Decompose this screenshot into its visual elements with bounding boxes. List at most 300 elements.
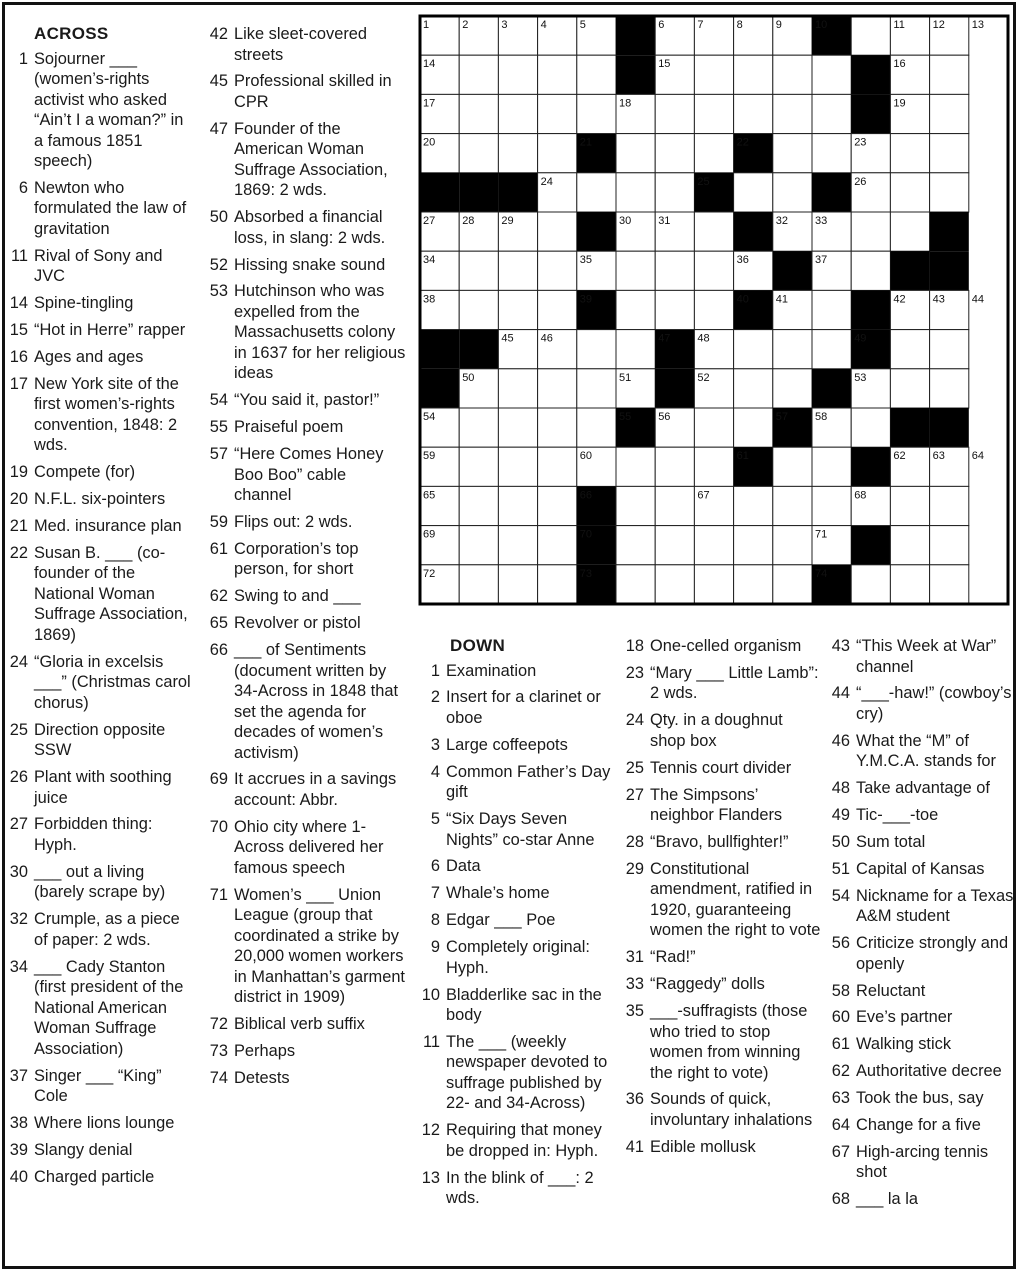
- grid-cell[interactable]: [498, 408, 537, 447]
- grid-cell[interactable]: [538, 486, 577, 525]
- grid-cell[interactable]: [655, 486, 694, 525]
- grid-cell[interactable]: [498, 251, 537, 290]
- clue-number: 15: [9, 321, 28, 340]
- clue-number: 3: [430, 735, 440, 754]
- cell-number: 72: [423, 567, 436, 580]
- black-square: [890, 408, 929, 447]
- black-square: [616, 55, 655, 94]
- clue-number: 73: [209, 1042, 228, 1061]
- grid-cell[interactable]: [694, 55, 733, 94]
- grid-cell[interactable]: [812, 447, 851, 486]
- grid-cell[interactable]: [930, 330, 969, 369]
- cell-number: 43: [932, 293, 945, 306]
- clue-text: Edgar ___ Poe: [446, 911, 556, 930]
- grid-cell[interactable]: [734, 94, 773, 133]
- clue-down-31: [622, 947, 822, 968]
- cell-number: 69: [423, 528, 436, 541]
- grid-cell[interactable]: [773, 330, 812, 369]
- clue-number: 68: [831, 1190, 850, 1209]
- grid-cell[interactable]: [459, 526, 498, 565]
- grid-cell[interactable]: [459, 565, 498, 604]
- clue-number: 29: [625, 859, 644, 878]
- clue-number: 18: [625, 637, 644, 655]
- clue-text: Absorbed a financial loss, in slang: 2 wds.: [234, 208, 386, 247]
- clue-text: Hissing snake sound: [234, 255, 386, 274]
- clue-down-36: [622, 1089, 822, 1130]
- clue-text: Insert for a clarinet or oboe: [446, 688, 601, 727]
- black-square: [420, 369, 459, 408]
- grid-cell[interactable]: [616, 251, 655, 290]
- clue-down-23: [622, 663, 822, 704]
- grid-cell[interactable]: [694, 447, 733, 486]
- clue-text: Large coffeepots: [446, 735, 568, 754]
- grid-cell[interactable]: [694, 134, 733, 173]
- clue-text: Professional skilled in CPR: [234, 72, 392, 111]
- clue-down-44: [828, 683, 1016, 724]
- grid-cell[interactable]: [773, 55, 812, 94]
- black-square: [459, 330, 498, 369]
- clue-number: 9: [430, 938, 440, 957]
- clue-across-25: [6, 720, 196, 761]
- clue-text: The Simpsons’ neighbor Flanders: [650, 785, 783, 825]
- grid-cell[interactable]: [616, 565, 655, 604]
- clue-text: Newton who formulated the law of gravitation: [34, 178, 187, 238]
- clue-across-6: [6, 178, 196, 240]
- clue-number: 25: [9, 720, 28, 739]
- clue-across-45: [206, 71, 406, 112]
- clue-text: N.F.L. six-pointers: [34, 490, 166, 509]
- grid-cell[interactable]: [694, 408, 733, 447]
- clue-across-73: [206, 1041, 406, 1062]
- down-clues-column-3: [828, 636, 1016, 1216]
- clue-number: 58: [831, 981, 850, 1000]
- clue-text: Examination: [446, 661, 537, 680]
- across-clues-column-1: [6, 24, 196, 1194]
- grid-cell[interactable]: [655, 565, 694, 604]
- cell-number: 11: [893, 19, 905, 31]
- clue-text: Singer ___ “King” Cole: [34, 1066, 162, 1106]
- grid-cell[interactable]: [890, 486, 929, 525]
- clue-number: 44: [831, 684, 850, 703]
- grid-cell[interactable]: [851, 16, 890, 55]
- cell-number: 19: [893, 97, 906, 110]
- grid-cell[interactable]: [930, 486, 969, 525]
- clue-number: 60: [831, 1008, 850, 1027]
- grid-cell[interactable]: [812, 486, 851, 525]
- clue-number: 39: [9, 1140, 28, 1159]
- clue-number: 21: [9, 517, 28, 536]
- clue-text: Criticize strongly and openly: [856, 934, 1009, 973]
- grid-cell[interactable]: [773, 134, 812, 173]
- clue-number: 19: [9, 463, 28, 482]
- grid-cell[interactable]: [773, 173, 812, 212]
- clue-across-16: [6, 347, 196, 368]
- clue-text: “Here Comes Honey Boo Boo” cable channel: [234, 445, 384, 505]
- grid-cell[interactable]: [498, 55, 537, 94]
- cell-number: 62: [893, 450, 906, 463]
- grid-cell[interactable]: [773, 526, 812, 565]
- clue-down-51: [828, 859, 1016, 880]
- clue-text: “Hot in Herre” rapper: [34, 321, 186, 340]
- clue-text: Take advantage of: [856, 779, 990, 798]
- black-square: [655, 369, 694, 408]
- grid-cell[interactable]: [890, 369, 929, 408]
- cell-number: 40: [736, 293, 749, 306]
- grid-cell[interactable]: [812, 330, 851, 369]
- grid-cell[interactable]: [734, 369, 773, 408]
- clue-number: 50: [209, 208, 228, 227]
- cell-number: 66: [579, 489, 593, 502]
- grid-cell[interactable]: [812, 55, 851, 94]
- grid-cell[interactable]: [890, 526, 929, 565]
- clue-number: 46: [831, 731, 850, 750]
- cell-number: 8: [736, 19, 743, 31]
- grid-cell[interactable]: [694, 565, 733, 604]
- clue-across-11: [6, 246, 196, 287]
- grid-cell[interactable]: [538, 526, 577, 565]
- clue-down-49: [828, 805, 1016, 826]
- grid-cell[interactable]: [930, 94, 969, 133]
- clue-text: Ohio city where 1-Across delivered her famous speech: [234, 817, 384, 877]
- clue-across-65: [206, 613, 406, 634]
- grid-cell[interactable]: [655, 94, 694, 133]
- grid-cell[interactable]: [773, 447, 812, 486]
- cell-number: 15: [658, 58, 671, 71]
- clue-across-40: [6, 1167, 196, 1188]
- cell-number: 21: [579, 136, 593, 149]
- black-square: [851, 526, 890, 565]
- clue-across-74: [206, 1068, 406, 1089]
- black-square: [812, 173, 851, 212]
- grid-cell[interactable]: [773, 369, 812, 408]
- grid-cell[interactable]: [616, 447, 655, 486]
- clue-number: 42: [209, 25, 228, 43]
- cell-number: 45: [501, 332, 514, 345]
- clue-text: ___ la la: [856, 1190, 918, 1209]
- clue-text: Sounds of quick, involuntary inhalations: [650, 1090, 813, 1129]
- clue-number: 16: [9, 347, 28, 366]
- grid-cell[interactable]: [577, 55, 616, 94]
- clue-number: 31: [625, 948, 644, 967]
- clue-number: 25: [625, 758, 644, 777]
- clue-text: Requiring that money be dropped in: Hyph.: [446, 1121, 602, 1160]
- grid-cell[interactable]: [734, 408, 773, 447]
- clue-down-13: [418, 1168, 614, 1209]
- clue-text: Authoritative decree: [856, 1062, 1002, 1081]
- grid-cell[interactable]: [890, 212, 929, 251]
- clue-down-3: [418, 735, 614, 756]
- grid-cell[interactable]: [498, 369, 537, 408]
- clue-down-35: [622, 1001, 822, 1083]
- clue-number: 38: [9, 1113, 28, 1132]
- grid-cell[interactable]: [773, 94, 812, 133]
- grid-cell[interactable]: [538, 251, 577, 290]
- grid-cell[interactable]: [773, 565, 812, 604]
- grid-cell[interactable]: [459, 447, 498, 486]
- cell-number: 38: [423, 293, 436, 306]
- clue-down-10: [418, 985, 614, 1026]
- grid-cell[interactable]: [694, 94, 733, 133]
- grid-cell[interactable]: [930, 134, 969, 173]
- grid-cell[interactable]: [930, 565, 969, 604]
- black-square: [851, 55, 890, 94]
- grid-cell[interactable]: [538, 565, 577, 604]
- grid-cell[interactable]: [890, 173, 929, 212]
- black-square: [890, 251, 929, 290]
- grid-cell[interactable]: [577, 173, 616, 212]
- clue-text: Nickname for a Texas A&M student: [856, 886, 1014, 926]
- cell-number: 73: [579, 567, 593, 580]
- clue-text: Ages and ages: [34, 347, 144, 366]
- cell-number: 20: [423, 136, 436, 149]
- grid-cell[interactable]: [851, 408, 890, 447]
- grid-cell[interactable]: [930, 526, 969, 565]
- clue-number: 54: [831, 886, 850, 905]
- clue-across-55: [206, 417, 406, 438]
- grid-cell[interactable]: [577, 94, 616, 133]
- clue-number: 74: [209, 1068, 228, 1087]
- cell-number: 55: [619, 411, 632, 423]
- cell-number: 6: [658, 19, 665, 31]
- clue-number: 7: [430, 884, 440, 903]
- grid-cell[interactable]: [577, 330, 616, 369]
- cell-number: 30: [619, 215, 632, 227]
- clue-down-64: [828, 1115, 1016, 1136]
- grid-cell[interactable]: [655, 447, 694, 486]
- grid-cell[interactable]: [930, 173, 969, 212]
- clue-number: 72: [209, 1015, 228, 1034]
- grid-cell[interactable]: [734, 330, 773, 369]
- clue-across-20: [6, 489, 196, 510]
- grid-cell[interactable]: [459, 134, 498, 173]
- clue-across-42: [206, 24, 406, 65]
- grid-cell[interactable]: [773, 486, 812, 525]
- clue-text: Capital of Kansas: [856, 859, 985, 878]
- clue-number: 24: [9, 652, 28, 671]
- cell-number: 17: [423, 97, 436, 110]
- clue-number: 50: [831, 832, 850, 851]
- grid-cell[interactable]: [890, 565, 929, 604]
- clue-text: Detests: [234, 1068, 290, 1087]
- grid-cell[interactable]: [459, 290, 498, 329]
- clue-text: “Mary ___ Little Lamb”: 2 wds.: [650, 663, 819, 703]
- cell-number: 74: [815, 567, 828, 580]
- grid-cell[interactable]: [890, 330, 929, 369]
- grid-cell[interactable]: [616, 330, 655, 369]
- clue-number: 62: [209, 587, 228, 606]
- grid-cell[interactable]: [459, 94, 498, 133]
- clue-down-12: [418, 1120, 614, 1161]
- clue-number: 48: [831, 779, 850, 798]
- clue-text: “Bravo, bullfighter!”: [650, 832, 789, 851]
- grid-cell[interactable]: [930, 369, 969, 408]
- grid-cell[interactable]: [812, 94, 851, 133]
- cell-number: 25: [697, 175, 710, 188]
- cell-number: 12: [932, 19, 945, 31]
- grid-cell[interactable]: [538, 212, 577, 251]
- cell-number: 28: [462, 215, 475, 227]
- clue-across-70: [206, 817, 406, 879]
- clue-down-25: [622, 758, 822, 779]
- clue-number: 14: [9, 294, 28, 313]
- crossword-grid[interactable]: [418, 14, 1012, 610]
- across-clues-column-2: [206, 24, 406, 1095]
- clue-down-27: [622, 785, 822, 826]
- grid-cell[interactable]: [538, 55, 577, 94]
- cell-number: 29: [501, 215, 514, 227]
- grid-cell[interactable]: [498, 565, 537, 604]
- clue-text: Susan B. ___ (co-founder of the National Woman Suffrage Association, 1869): [34, 543, 188, 644]
- clue-across-34: [6, 957, 196, 1060]
- clue-text: Plant with soothing juice: [34, 768, 172, 807]
- grid-cell[interactable]: [616, 290, 655, 329]
- grid-cell[interactable]: [694, 212, 733, 251]
- grid-cell[interactable]: [812, 134, 851, 173]
- clue-text: Reluctant: [856, 981, 926, 1000]
- clue-down-7: [418, 883, 614, 904]
- grid-cell[interactable]: [930, 55, 969, 94]
- clue-number: 55: [209, 418, 228, 437]
- grid-cell[interactable]: [851, 565, 890, 604]
- clue-across-62: [206, 586, 406, 607]
- grid-cell[interactable]: [498, 290, 537, 329]
- clue-across-54: [206, 390, 406, 411]
- black-square: [773, 251, 812, 290]
- clue-text: Took the bus, say: [856, 1089, 984, 1108]
- grid-cell[interactable]: [498, 94, 537, 133]
- clue-text: “Raggedy” dolls: [650, 975, 765, 994]
- cell-number: 4: [540, 19, 547, 31]
- clue-text: ___ Cady Stanton (first president of the National American Woman Suffrage Association): [34, 957, 184, 1058]
- clue-down-41: [622, 1137, 822, 1158]
- clue-across-22: [6, 543, 196, 646]
- grid-cell[interactable]: [734, 486, 773, 525]
- clue-text: Completely original: Hyph.: [446, 938, 590, 977]
- grid-cell[interactable]: [538, 290, 577, 329]
- clue-number: 61: [209, 539, 228, 558]
- grid-cell[interactable]: [538, 447, 577, 486]
- clue-number: 66: [209, 641, 228, 660]
- grid-cell[interactable]: [734, 55, 773, 94]
- clue-text: “___-haw!” (cowboy’s cry): [856, 684, 1012, 723]
- clue-text: “Rad!”: [650, 948, 696, 967]
- clue-across-15: [6, 320, 196, 341]
- grid-cell[interactable]: [498, 134, 537, 173]
- grid-cell[interactable]: [459, 408, 498, 447]
- grid-cell[interactable]: [851, 251, 890, 290]
- clue-text: Spine-tingling: [34, 294, 134, 313]
- clue-number: 6: [18, 178, 28, 197]
- grid-cell[interactable]: [812, 290, 851, 329]
- clue-across-14: [6, 293, 196, 314]
- grid-cell[interactable]: [616, 486, 655, 525]
- cell-number: 7: [697, 19, 704, 31]
- grid-cell[interactable]: [694, 290, 733, 329]
- grid-cell[interactable]: [655, 526, 694, 565]
- clue-number: 67: [831, 1142, 850, 1161]
- grid-cell[interactable]: [655, 290, 694, 329]
- clue-down-46: [828, 731, 1016, 772]
- clue-down-5: [418, 809, 614, 850]
- clue-number: 64: [831, 1115, 850, 1134]
- clue-text: “This Week at War” channel: [856, 637, 997, 676]
- clue-text: Hutchinson who was expelled from the Massachusetts colony in 1637 for her religious ideas: [234, 282, 406, 383]
- grid-cell[interactable]: [498, 447, 537, 486]
- clue-number: 35: [625, 1002, 644, 1021]
- grid-cell[interactable]: [655, 173, 694, 212]
- grid-cell[interactable]: [616, 173, 655, 212]
- clue-text: Where lions lounge: [34, 1113, 175, 1132]
- grid-cell[interactable]: [734, 565, 773, 604]
- cell-number: 37: [815, 254, 828, 267]
- clue-text: Forbidden thing: Hyph.: [34, 815, 153, 854]
- clue-number: 4: [430, 762, 440, 781]
- clue-text: Tennis court divider: [650, 758, 792, 777]
- clue-text: High-arcing tennis shot: [856, 1142, 989, 1182]
- cell-number: 71: [815, 528, 828, 541]
- clue-text: Charged particle: [34, 1167, 155, 1186]
- grid-cell[interactable]: [538, 94, 577, 133]
- across-heading: ACROSS: [34, 24, 109, 43]
- clue-across-53: [206, 281, 406, 384]
- grid-cell[interactable]: [498, 486, 537, 525]
- cell-number: 23: [854, 136, 867, 149]
- grid-cell[interactable]: [538, 408, 577, 447]
- clue-number: 37: [9, 1066, 28, 1085]
- grid-cell[interactable]: [734, 526, 773, 565]
- clue-text: Crumple, as a piece of paper: 2 wds.: [34, 910, 180, 949]
- clue-text: Sojourner ___ (women’s-rights activist who asked “Ain’t I a woman?” in a famous 1851 speech): [34, 49, 184, 170]
- grid-cell[interactable]: [655, 251, 694, 290]
- cell-number: 47: [658, 332, 671, 345]
- grid-cell[interactable]: [498, 526, 537, 565]
- clue-text: Direction opposite SSW: [34, 720, 166, 760]
- grid-cell[interactable]: [577, 369, 616, 408]
- clue-number: 70: [209, 817, 228, 836]
- grid-cell[interactable]: [538, 369, 577, 408]
- grid-cell[interactable]: [459, 251, 498, 290]
- grid-cell[interactable]: [616, 134, 655, 173]
- clue-down-67: [828, 1142, 1016, 1183]
- clue-number: 51: [831, 859, 850, 878]
- cell-number: 64: [971, 450, 985, 463]
- grid-cell[interactable]: [655, 134, 694, 173]
- clue-number: 71: [209, 885, 228, 904]
- clue-number: 12: [421, 1121, 440, 1140]
- black-square: [930, 251, 969, 290]
- grid-cell[interactable]: [694, 526, 733, 565]
- clue-down-11: [418, 1032, 614, 1114]
- clue-text: Biblical verb suffix: [234, 1015, 365, 1034]
- grid-cell[interactable]: [577, 408, 616, 447]
- black-square: [616, 16, 655, 55]
- grid-cell[interactable]: [459, 486, 498, 525]
- grid-cell[interactable]: [890, 134, 929, 173]
- clue-number: 34: [9, 957, 28, 976]
- clue-text: Slangy denial: [34, 1140, 133, 1159]
- clue-number: 11: [10, 246, 28, 265]
- grid-cell[interactable]: [459, 55, 498, 94]
- grid-cell[interactable]: [694, 251, 733, 290]
- cell-number: 70: [579, 528, 593, 541]
- grid-cell[interactable]: [616, 526, 655, 565]
- grid-cell[interactable]: [851, 212, 890, 251]
- grid-cell[interactable]: [538, 134, 577, 173]
- grid-cell[interactable]: [734, 173, 773, 212]
- clue-down-18: [622, 636, 822, 657]
- clue-across-59: [206, 512, 406, 533]
- clue-text: Like sleet-covered streets: [234, 25, 368, 64]
